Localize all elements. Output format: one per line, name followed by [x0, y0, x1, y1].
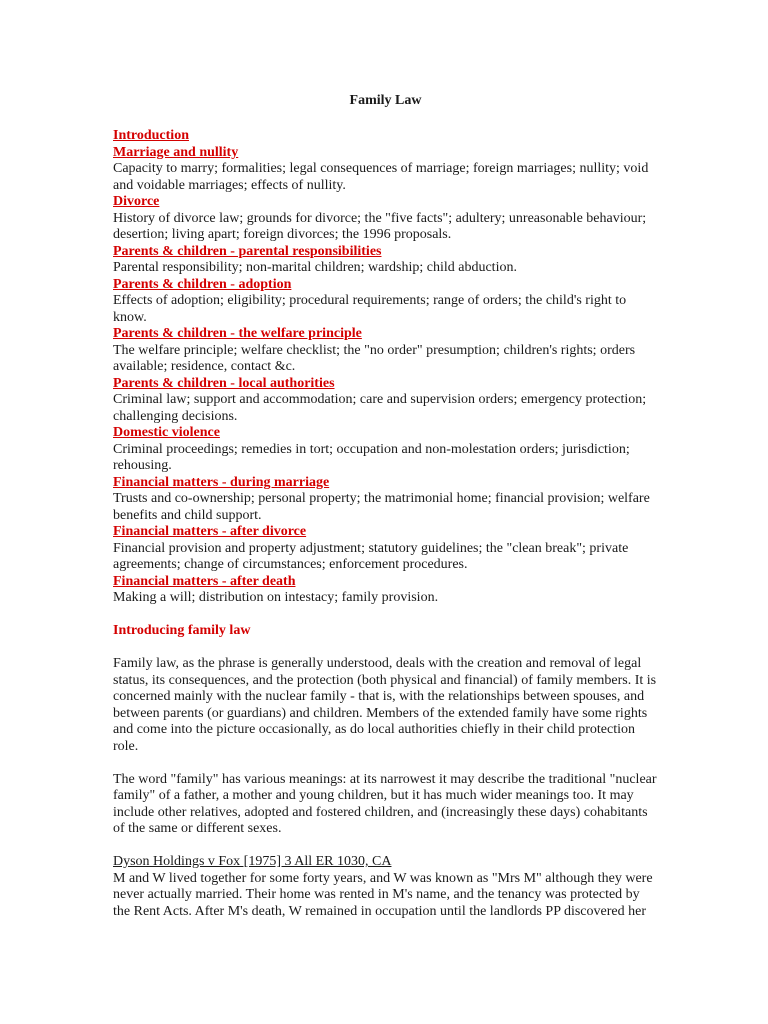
toc-desc-parental-responsibilities: Parental responsibility; non-marital children; wardship; child abduction. [113, 260, 517, 275]
toc-link-marriage[interactable]: Marriage and nullity [113, 144, 239, 160]
toc-entry-marriage [113, 145, 658, 195]
toc-entry-adoption [113, 277, 658, 327]
toc-link-divorce[interactable]: Divorce [113, 194, 160, 209]
toc-desc-welfare-principle: The welfare principle; welfare checklist; the "no order" presumption; children's rights; orders available; residence, contact &c. [113, 342, 636, 374]
toc-link-after-death[interactable]: Financial matters - after death [113, 573, 296, 589]
table-of-contents [113, 128, 658, 607]
paragraph: The word "family" has various meanings: at its narrowest it may describe the traditional "nuclear family" of a father, a mother and young children, but it has much wider meanings too. It may include other relatives, adopted and fostered children, and (increasingly these days) cohabitants of the same or different sexes. [113, 771, 657, 836]
toc-entry-domestic-violence [113, 425, 658, 475]
toc-entry-after-divorce [113, 524, 658, 574]
toc-entry-parental-responsibilities [113, 244, 658, 277]
case-summary: M and W lived together for some forty years, and W was known as "Mrs M" although they were never actually married. Their home was rented in M's name, and the tenancy was protected by the Rent Acts. After M's death, W remained in occupation until the landlords PP discovered her [113, 870, 653, 919]
toc-entry-introduction [113, 128, 658, 145]
toc-link-welfare-principle[interactable]: Parents & children - the welfare principle [113, 326, 362, 341]
toc-link-after-divorce[interactable]: Financial matters - after divorce [113, 524, 307, 539]
toc-link-parental-responsibilities[interactable]: Parents & children - parental responsibilities [113, 243, 382, 259]
toc-entry-welfare-principle [113, 326, 658, 376]
toc-entry-local-authorities [113, 376, 658, 426]
toc-desc-marriage: Capacity to marry; formalities; legal consequences of marriage; foreign marriages; nullity; void and voidable marriages; effects of nullity. [113, 161, 649, 193]
toc-desc-divorce: History of divorce law; grounds for divorce; the "five facts"; adultery; unreasonable behaviour; desertion; living apart; foreign divorces; the 1996 proposals. [113, 210, 647, 242]
document-title: Family Law [349, 93, 422, 108]
case-citation: Dyson Holdings v Fox [1975] 3 All ER 1030, CA [113, 854, 392, 869]
toc-desc-after-death: Making a will; distribution on intestacy; family provision. [113, 590, 439, 605]
toc-entry-divorce [113, 194, 658, 244]
toc-desc-during-marriage: Trusts and co-ownership; personal property; the matrimonial home; financial provision; welfare benefits and child support. [113, 491, 650, 523]
toc-desc-local-authorities: Criminal law; support and accommodation; care and supervision orders; emergency protection; challenging decisions. [113, 392, 647, 424]
toc-desc-adoption: Effects of adoption; eligibility; procedural requirements; range of orders; the child's right to know. [113, 293, 627, 325]
toc-desc-after-divorce: Financial provision and property adjustment; statutory guidelines; the "clean break"; private agreements; change of circumstances; enforcement procedures. [113, 540, 629, 572]
paragraph: Family law, as the phrase is generally understood, deals with the creation and removal of legal status, its consequences, and the protection (both physical and financial) of family members. It is concerned mainly with the nuclear family - that is, with the relationships between spouses, and between parents (or guardians) and children. Members of the extended family have some rights and come into the picture occasionally, as do local authorities chiefly in their child protection role. [113, 656, 657, 754]
toc-entry-after-death [113, 574, 658, 607]
toc-desc-domestic-violence: Criminal proceedings; remedies in tort; occupation and non-molestation orders; jurisdiction; rehousing. [113, 441, 630, 473]
toc-link-adoption[interactable]: Parents & children - adoption [113, 276, 292, 292]
toc-entry-during-marriage [113, 475, 658, 525]
section-heading: Introducing family law [113, 622, 251, 638]
toc-link-introduction[interactable]: Introduction [113, 128, 189, 143]
toc-link-local-authorities[interactable]: Parents & children - local authorities [113, 375, 335, 391]
toc-link-domestic-violence[interactable]: Domestic violence [113, 425, 220, 440]
toc-link-during-marriage[interactable]: Financial matters - during marriage [113, 474, 330, 490]
